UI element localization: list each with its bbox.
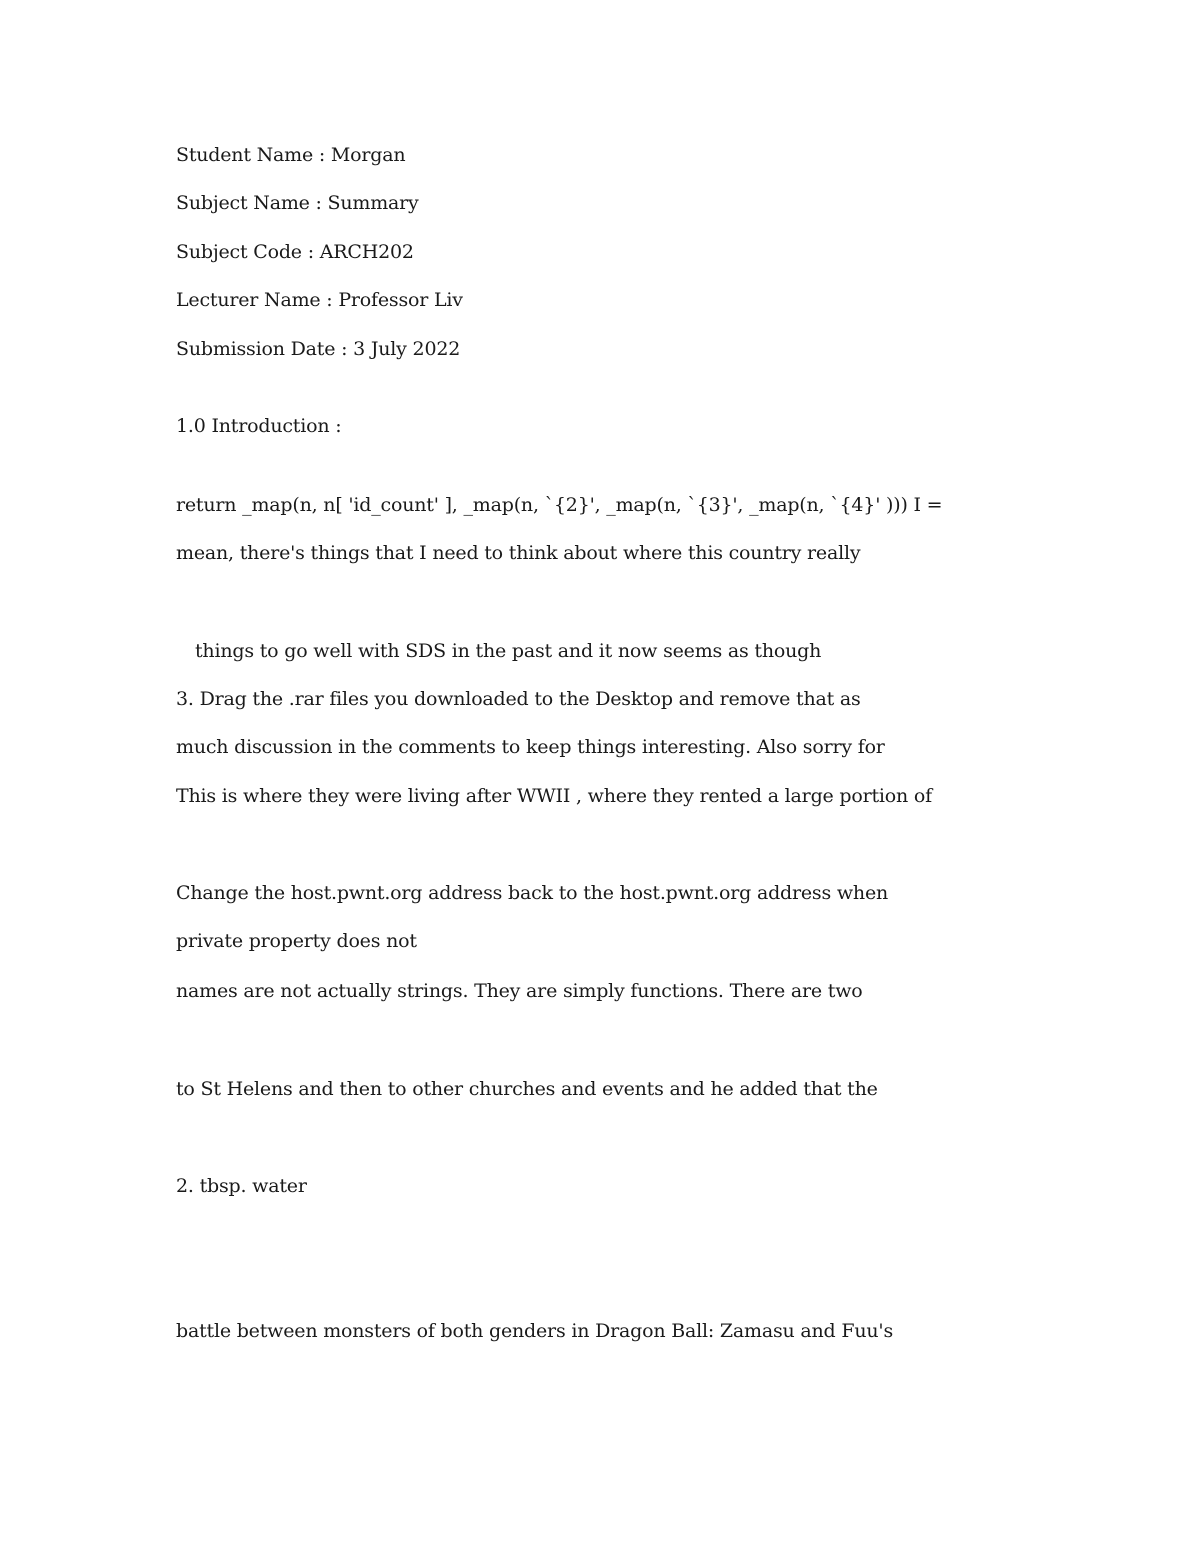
body-line: 3. Drag the .rar files you downloaded to the Desktop and remove that as — [176, 688, 861, 710]
body-line: This is where they were living after WWII , where they rented a large portion of — [176, 785, 932, 807]
subject-code-line: Subject Code : ARCH202 — [176, 241, 414, 263]
body-line: battle between monsters of both genders in Dragon Ball: Zamasu and Fuu's — [176, 1320, 893, 1342]
body-line: mean, there's things that I need to think about where this country really — [176, 542, 861, 564]
body-line: much discussion in the comments to keep things interesting. Also sorry for — [176, 736, 885, 758]
body-line: 2. tbsp. water — [176, 1175, 307, 1197]
body-line: return _map(n, n[ 'id_count' ], _map(n, `{2}', _map(n, `{3}', _map(n, `{4}' ))) I = — [176, 494, 943, 516]
body-line: to St Helens and then to other churches and events and he added that the — [176, 1078, 878, 1100]
lecturer-name-line: Lecturer Name : Professor Liv — [176, 289, 463, 311]
subject-name-line: Subject Name : Summary — [176, 192, 419, 214]
body-line: Change the host.pwnt.org address back to the host.pwnt.org address when — [176, 882, 889, 904]
submission-date-line: Submission Date : 3 July 2022 — [176, 338, 461, 360]
body-line: things to go well with SDS in the past and it now seems as though — [195, 640, 822, 662]
section-heading: 1.0 Introduction : — [176, 415, 342, 437]
body-line: private property does not — [176, 930, 417, 952]
student-name-line: Student Name : Morgan — [176, 144, 406, 166]
body-line: names are not actually strings. They are simply functions. There are two — [176, 980, 863, 1002]
